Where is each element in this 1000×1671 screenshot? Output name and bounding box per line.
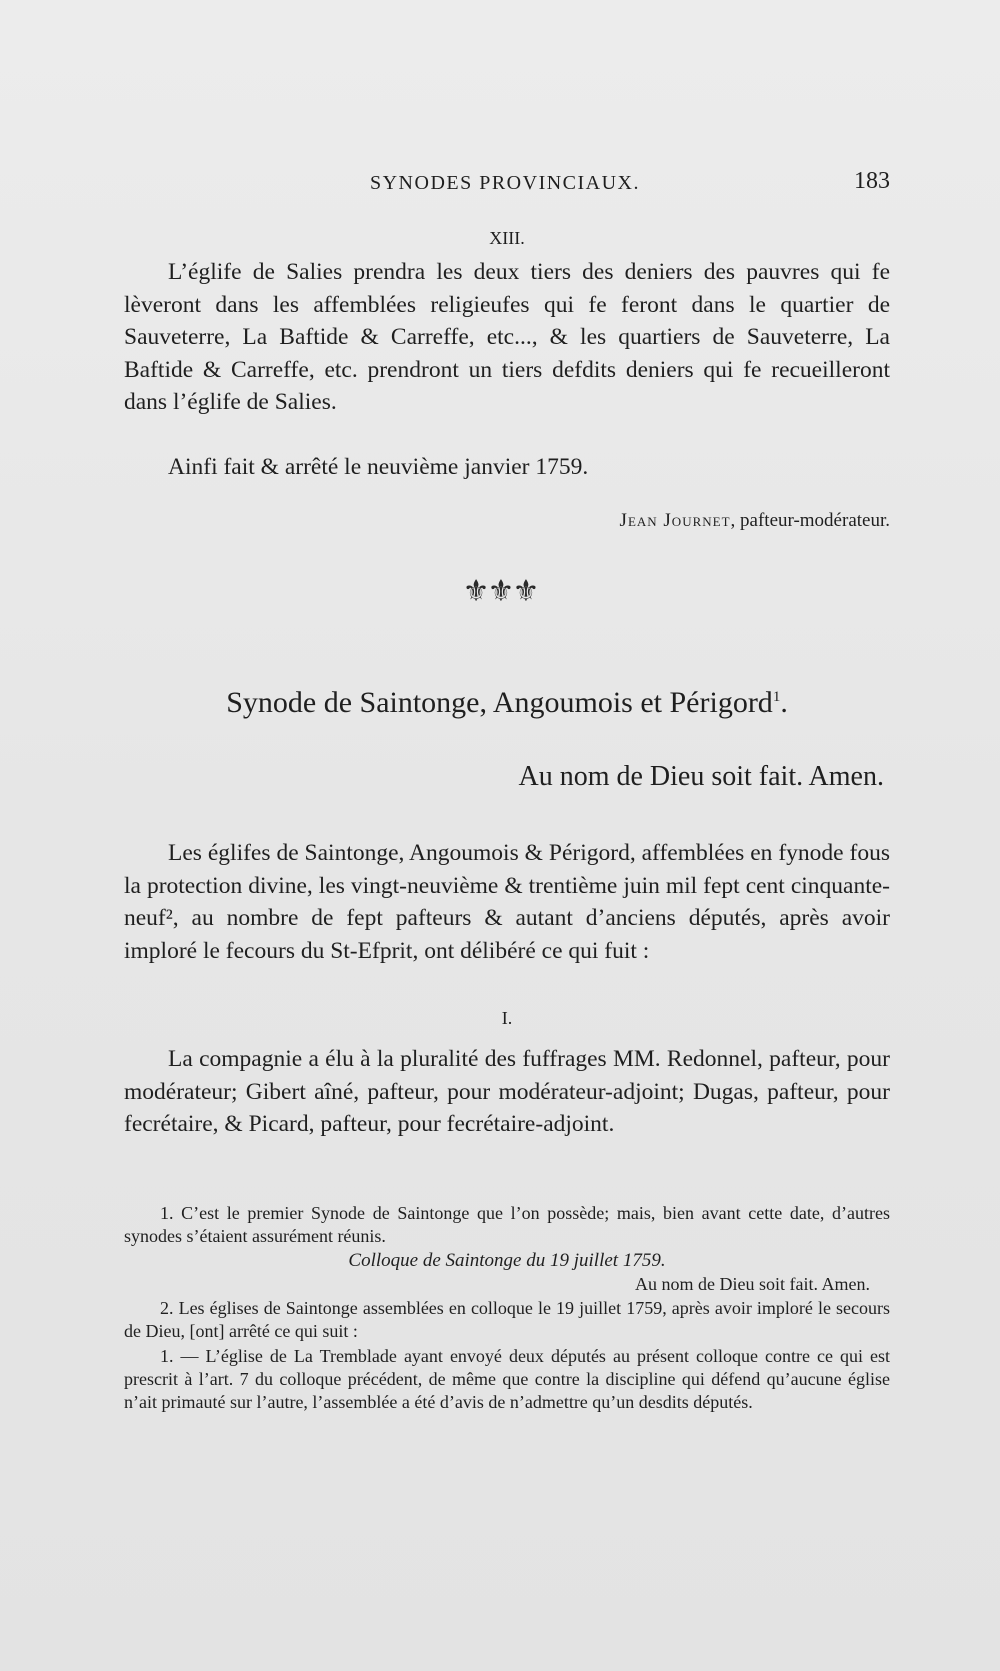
running-title: SYNODES PROVINCIAUX. xyxy=(369,172,641,194)
footnotes xyxy=(124,1202,890,1414)
invocation-block xyxy=(124,761,890,793)
intro-block xyxy=(124,837,890,967)
intro-paragraph: Les églifes de Saintonge, Angoumois & Périgord, affemblées en fynode fous la protection divine, les vingt-neuvième & trentième juin mil fept cent cinquante-neuf², au nombre de fept pafteurs & autant d’anciens députés, après avoir imploré le fecours du St-Efprit, ont délibéré ce qui fuit : xyxy=(124,840,890,964)
running-header xyxy=(120,168,890,204)
signature-role: , pafteur-modérateur. xyxy=(730,510,890,531)
signature-name: Jean Journet xyxy=(619,510,731,531)
footnote-marker: 1 xyxy=(772,689,781,705)
footnote-2: 2. Les églises de Saintonge assemblées en colloque le 19 juillet 1759, après avoir imploré le secours de Dieu, [ont] arrêté ce qui suit : xyxy=(124,1298,890,1341)
footnote-1: 1. C’est le premier Synode de Saintonge que l’on possède; mais, bien avant cette date, d’autres synodes s’étaient assurément réunis. xyxy=(124,1203,890,1246)
section-number: XIII. xyxy=(489,228,525,248)
closing-line: Ainfi fait & arrêté le neuvième janvier 1759. xyxy=(168,454,589,480)
article-number-block xyxy=(124,1008,890,1029)
signature-block xyxy=(124,510,890,532)
closing-block xyxy=(124,451,890,484)
synode-title-block xyxy=(124,686,890,720)
synode-title-text: Synode de Saintonge, Angoumois et Périgord xyxy=(226,686,773,719)
article-number: I. xyxy=(501,1008,513,1028)
section-xiii-paragraph: L’églife de Salies prendra les deux tiers des deniers des pauvres qui fe lèveront dans les affemblées religieufes qui fe feront dans le quartier de Sauveterre, La Baftide & Carreffe, etc..., & les quartiers de Sauveterre, La Baftide & Carreffe, etc. prendront un tiers defdits deniers qui fe recueilleront dans l’églife de Salies. xyxy=(124,259,890,415)
signature xyxy=(124,510,890,532)
footnote-2-article: 1. — L’église de La Tremblade ayant envoyé deux députés au présent colloque contre ce qui est prescrit à l’art. 7 du colloque précédent, de même que contre la discipline qui défend qu’aucune église n’ait primauté sur l’autre, l’assemblée a été d’avis de n’admettre qu’un desdits députés. xyxy=(124,1346,890,1412)
article-block xyxy=(124,1043,890,1141)
page-number: 183 xyxy=(854,168,890,194)
colloque-invocation: Au nom de Dieu soit fait. Amen. xyxy=(635,1274,870,1294)
synode-title xyxy=(124,686,890,720)
synode-title-suffix: . xyxy=(780,686,788,719)
section-xiii-body xyxy=(124,256,890,419)
fleuron-ornament-icon: ⚜⚜⚜ xyxy=(462,575,538,608)
invocation: Au nom de Dieu soit fait. Amen. xyxy=(518,761,884,792)
section-xiii xyxy=(124,228,890,249)
article-paragraph: La compagnie a élu à la pluralité des fuffrages MM. Redonnel, pafteur, pour modérateur; Gibert aîné, pafteur, pour modérateur-adjoint; Dugas, pafteur, pour fecrétaire, & Picard, pafteur, pour fecrétaire-adjoint. xyxy=(124,1046,890,1137)
colloque-title: Colloque de Saintonge du 19 juillet 1759. xyxy=(348,1250,666,1271)
